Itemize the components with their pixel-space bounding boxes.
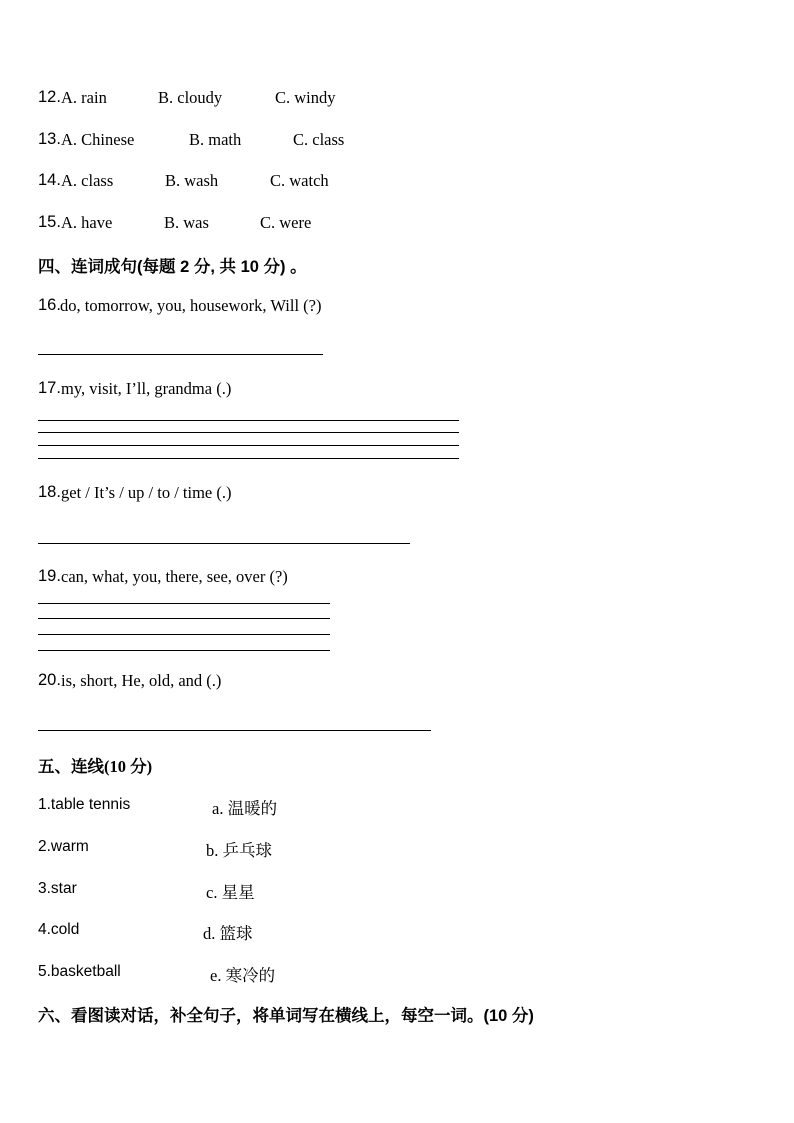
- question-number: 12.: [38, 88, 61, 106]
- answer-line[interactable]: [38, 354, 323, 355]
- option-c: C. class: [293, 130, 345, 149]
- match-right-item[interactable]: c. 星星: [206, 883, 255, 902]
- question-number: 17.: [38, 379, 61, 397]
- match-left-item[interactable]: 2.warm: [38, 838, 89, 855]
- match-right-item[interactable]: d. 篮球: [203, 924, 253, 943]
- question-number: 18.: [38, 483, 61, 501]
- option-b: B. cloudy: [158, 88, 223, 107]
- question-text: get / It’s / up / to / time (.): [61, 483, 232, 502]
- answer-line[interactable]: [38, 458, 459, 459]
- option-a: A. rain: [61, 88, 107, 107]
- answer-line[interactable]: [38, 420, 459, 421]
- question-number: 20.: [38, 671, 61, 689]
- option-b: B. was: [164, 213, 209, 232]
- answer-line[interactable]: [38, 634, 330, 635]
- answer-line[interactable]: [38, 445, 459, 446]
- question-text: my, visit, I’ll, grandma (.): [61, 379, 232, 398]
- match-right-item[interactable]: e. 寒冷的: [210, 966, 276, 985]
- match-left-item[interactable]: 3.star: [38, 880, 77, 897]
- answer-line[interactable]: [38, 650, 330, 651]
- answer-line[interactable]: [38, 432, 459, 433]
- option-a: A. have: [61, 213, 113, 232]
- question-number: 14.: [38, 171, 61, 189]
- option-b: B. math: [189, 130, 242, 149]
- option-c: C. windy: [275, 88, 336, 107]
- answer-line[interactable]: [38, 618, 330, 619]
- question-number: 13.: [38, 130, 61, 148]
- option-a: A. class: [61, 171, 114, 190]
- option-c: C. were: [260, 213, 312, 232]
- question-text: is, short, He, old, and (.): [61, 671, 222, 690]
- question-number: 15.: [38, 213, 61, 231]
- answer-line[interactable]: [38, 730, 431, 731]
- answer-line[interactable]: [38, 603, 330, 604]
- match-right-item[interactable]: b. 乒乓球: [206, 841, 272, 860]
- option-c: C. watch: [270, 171, 329, 190]
- match-left-item[interactable]: 5.basketball: [38, 963, 121, 980]
- match-left-item[interactable]: 4.cold: [38, 921, 80, 938]
- question-text: can, what, you, there, see, over (?): [61, 567, 288, 586]
- question-number: 16.: [38, 296, 61, 314]
- question-number: 19.: [38, 567, 61, 585]
- answer-line[interactable]: [38, 543, 410, 544]
- option-b: B. wash: [165, 171, 219, 190]
- question-text: do, tomorrow, you, housework, Will (?): [60, 296, 322, 315]
- section-5-heading: 五、连线(10 分): [38, 757, 153, 776]
- match-left-item[interactable]: 1.table tennis: [38, 796, 131, 813]
- section-6-heading: 六、看图读对话，补全句子，将单词写在横线上，每空一词。(10 分): [38, 1007, 534, 1025]
- match-right-item[interactable]: a. 温暖的: [212, 799, 278, 818]
- section-4-heading: 四、连词成句(每题 2 分, 共 10 分) 。: [38, 258, 307, 276]
- option-a: A. Chinese: [61, 130, 135, 149]
